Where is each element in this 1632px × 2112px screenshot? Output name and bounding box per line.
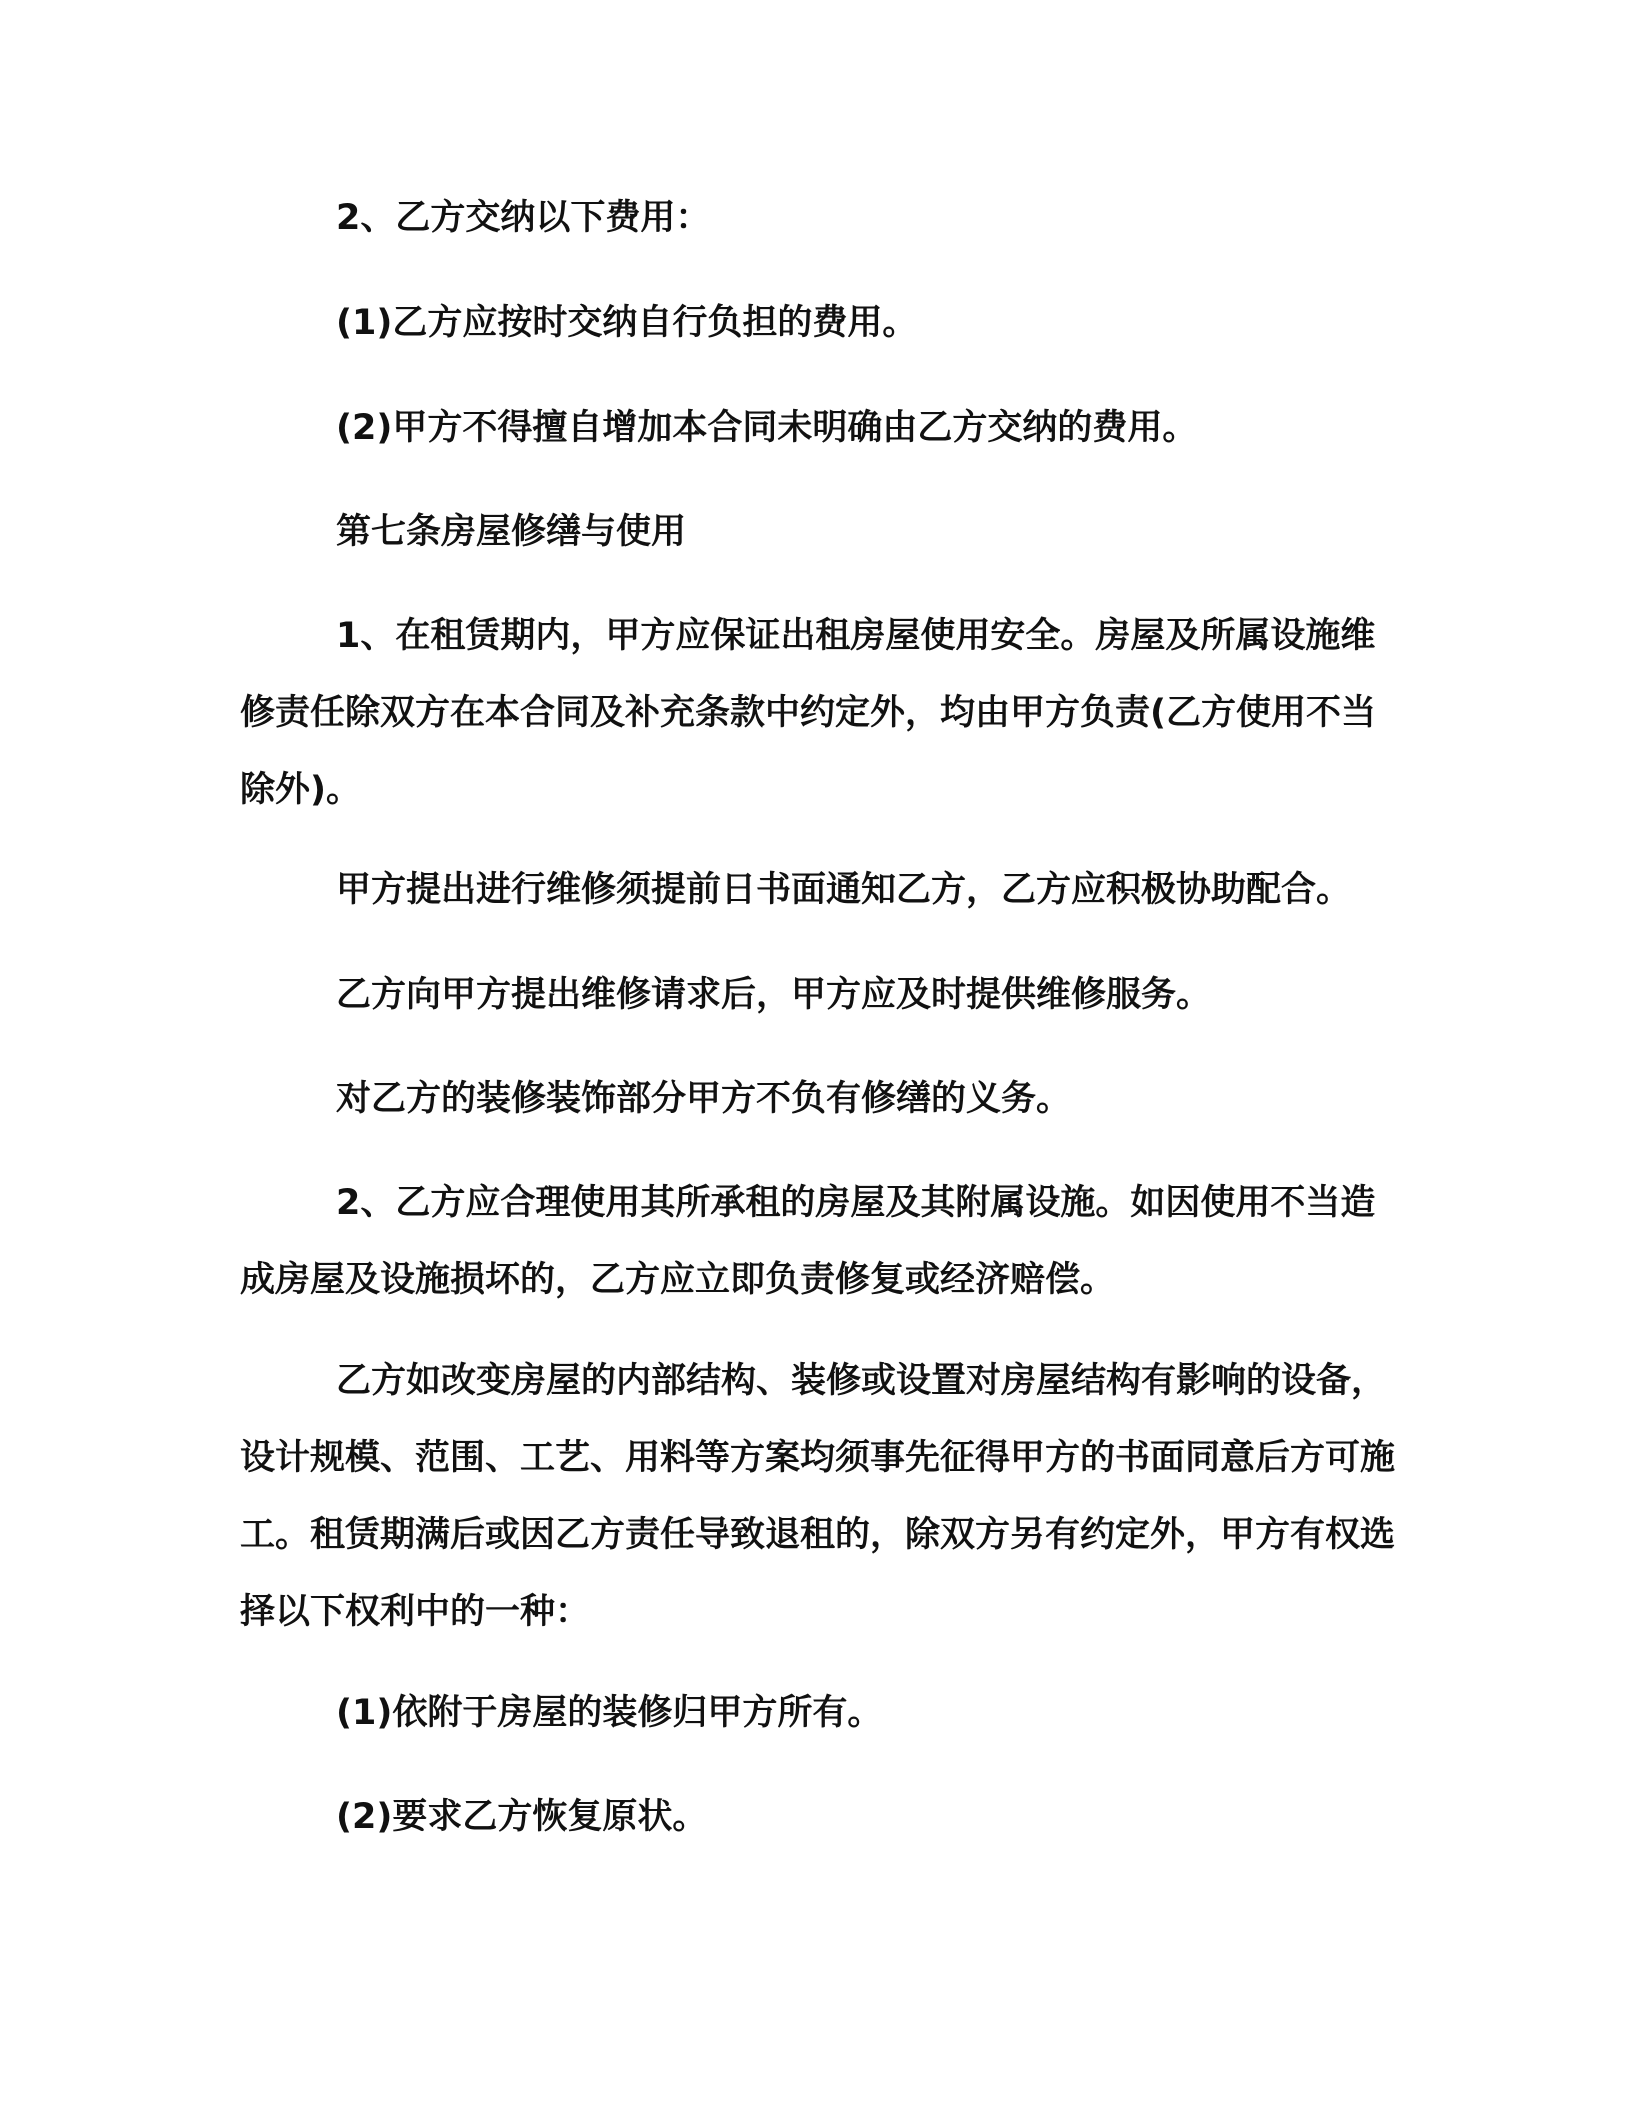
paragraph-fee-item-2: (2)甲方不得擅自增加本合同未明确由乙方交纳的费用。 <box>336 408 1198 448</box>
paragraph-fee-item-1: (1)乙方应按时交纳自行负担的费用。 <box>336 303 918 343</box>
paragraph-fee-heading: 2、乙方交纳以下费用： <box>336 198 711 238</box>
paragraph-repair-notice: 甲方提出进行维修须提前日书面通知乙方，乙方应积极协助配合。 <box>336 870 1352 910</box>
paragraph-repair-1: 1、在租赁期内，甲方应保证出租房屋使用安全。房屋及所属设施维修责任除双方在本合同及补充条款中约定外，均由甲方负责(乙方使用不当除外)。 <box>240 616 1376 810</box>
paragraph-decoration-duty: 对乙方的装修装饰部分甲方不负有修缮的义务。 <box>336 1079 1072 1119</box>
paragraph-option-2: (2)要求乙方恢复原状。 <box>336 1797 708 1837</box>
paragraph-reasonable-use: 2、乙方应合理使用其所承租的房屋及其附属设施。如因使用不当造成房屋及设施损坏的，乙方应立即负责修复或经济赔偿。 <box>240 1183 1376 1300</box>
section-heading-article-7: 第七条房屋修缮与使用 <box>336 512 687 552</box>
paragraph-structure-change: 乙方如改变房屋的内部结构、装修或设置对房屋结构有影响的设备，设计规模、范围、工艺、用料等方案均须事先征得甲方的书面同意后方可施工。租赁期满后或因乙方责任导致退租的，除双方另有约定外，甲方有权选择以下权利中的一种： <box>240 1361 1396 1632</box>
paragraph-option-1: (1)依附于房屋的装修归甲方所有。 <box>336 1693 883 1733</box>
paragraph-repair-request: 乙方向甲方提出维修请求后，甲方应及时提供维修服务。 <box>336 975 1212 1015</box>
